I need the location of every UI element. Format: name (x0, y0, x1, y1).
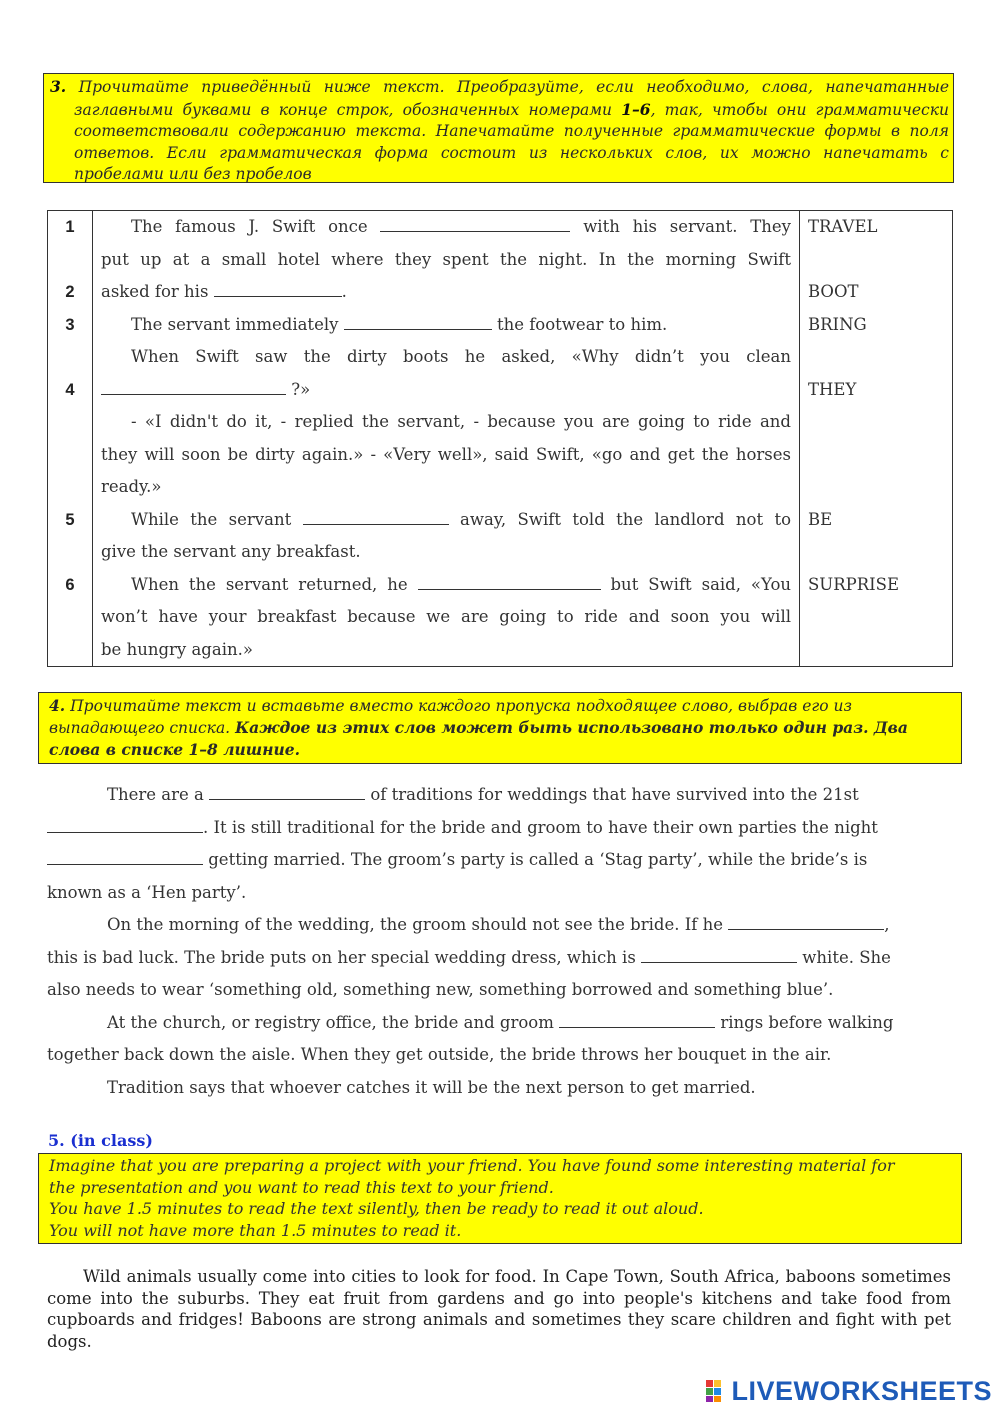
text-line: this is bad luck. The bride puts on her special wedding dress, which is white. She (47, 942, 952, 975)
story-line: ready.» (101, 477, 162, 496)
story-line: put up at a small hotel where they spent the night. In the morning Swift (101, 249, 791, 269)
row-number-3: 3 (65, 315, 75, 334)
task3-number: 3. (50, 77, 67, 96)
task5-instruction-box (38, 1153, 962, 1244)
story-line: ?» (101, 374, 791, 407)
row-number-1: 1 (65, 218, 75, 236)
gap-dropdown-5[interactable] (641, 944, 797, 963)
gap-dropdown-1[interactable] (209, 781, 365, 800)
text-line: together back down the aisle. When they get outside, the bride throws her bouquet in the air. (47, 1045, 832, 1064)
answer-field-4[interactable] (101, 376, 286, 395)
logo-text: LIVEWORKSHEETS (731, 1375, 992, 1406)
keyword: THEY (808, 379, 857, 399)
gap-dropdown-3[interactable] (47, 846, 203, 865)
task5-line: You will not have more than 1.5 minutes to read it. (49, 1220, 462, 1240)
story-text-column (93, 211, 800, 667)
story-line: The famous J. Swift once with his servant. They (101, 211, 791, 244)
story-line: While the servant away, Swift told the landlord not to (101, 504, 791, 537)
text-line: Tradition says that whoever catches it will be the next person to get married. (107, 1077, 756, 1097)
keyword: BRING (808, 314, 867, 334)
task3-instruction-b: , так, чтобы они грамматически соответствовали содержанию текста. Напечатайте полученные грамматические формы в поля ответов. Если грамматическая форма состоит из нескольких слов, их можно напечатать с пробелами или без пробелов (74, 100, 949, 183)
answer-field-6[interactable] (418, 571, 601, 590)
task5-line: the presentation and you want to read this text to your friend. (49, 1177, 554, 1197)
keyword: TRAVEL (808, 217, 878, 236)
task3-instruction-a: Прочитайте приведённый ниже текст. Преобразуйте, если необходимо, слова, напечатанные заглавными буквами в конце строк, обозначенных номерами (74, 78, 949, 119)
keywords-column (800, 211, 953, 667)
liveworksheets-logo (705, 1374, 992, 1408)
task3-range: 1–6 (621, 99, 651, 119)
text-line: At the church, or registry office, the bride and groom rings before walking (47, 1007, 952, 1040)
row-number-2: 2 (65, 283, 75, 301)
task4-instruction-box (38, 692, 962, 764)
logo-mark-icon (705, 1379, 729, 1403)
text-line: There are a of traditions for weddings that have survived into the 21st (47, 779, 952, 812)
story-line: they will soon be dirty again.» - «Very well», said Swift, «go and get the horses (101, 444, 791, 464)
wedding-text (47, 779, 952, 1104)
task3-instruction-box (43, 73, 954, 183)
text-line: . It is still traditional for the bride and groom to have their own parties the night (47, 812, 952, 845)
text-line: On the morning of the wedding, the groom should not see the bride. If he , (47, 909, 952, 942)
story-line: asked for his . (101, 276, 791, 309)
text-line: also needs to wear ‘something old, something new, something borrowed and something blue’. (47, 980, 834, 999)
text-line: getting married. The groom’s party is called a ‘Stag party’, while the bride’s is (47, 844, 952, 877)
task5-line: You have 1.5 minutes to read the text silently, then be ready to read it out aloud. (49, 1199, 704, 1218)
task5-line: Imagine that you are preparing a project with your friend. You have found some interesting material for (49, 1156, 895, 1175)
answer-field-3[interactable] (344, 311, 492, 330)
story-line: When the servant returned, he but Swift said, «You (101, 569, 791, 602)
exercise3-table (47, 210, 953, 667)
task4-instruction: Прочитайте текст и вставьте вместо каждого пропуска подходящее слово, выбрав его из выпадающего списка. (49, 697, 852, 737)
story-line: won’t have your breakfast because we are going to ride and soon you will (101, 607, 791, 626)
row-numbers-column (48, 211, 93, 667)
task5-heading: 5. (in class) (48, 1131, 153, 1150)
story-line: When Swift saw the dirty boots he asked, «Why didn’t you clean (131, 347, 791, 366)
gap-dropdown-6[interactable] (559, 1009, 715, 1028)
reading-paragraph: Wild animals usually come into cities to look for food. In Cape Town, South Africa, baboons sometimes come into the suburbs. They eat fruit from gardens and go into people's kitchens and take food from cupboards and fridges! Baboons are strong animals and sometimes they scare children and fight with pet dogs. (47, 1267, 951, 1351)
gap-dropdown-4[interactable] (728, 911, 884, 930)
story-line: be hungry again.» (101, 639, 253, 659)
answer-field-1[interactable] (380, 213, 570, 232)
row-number-4: 4 (65, 380, 75, 399)
row-number-5: 5 (65, 510, 75, 529)
task4-number: 4. (49, 696, 66, 715)
row-number-6: 6 (65, 575, 75, 594)
story-line: give the servant any breakfast. (101, 542, 361, 561)
gap-dropdown-2[interactable] (47, 814, 203, 833)
story-line: The servant immediately the footwear to him. (101, 309, 791, 342)
task4-bold-instruction: Каждое из этих слов может быть использовано только один раз. Два слова в списке 1–8 лишние. (49, 718, 908, 759)
keyword: BE (808, 509, 833, 529)
text-line: known as a ‘Hen party’. (47, 882, 247, 902)
answer-field-5[interactable] (303, 506, 449, 525)
answer-field-2[interactable] (214, 278, 342, 297)
keyword: BOOT (808, 282, 859, 301)
story-line: - «I didn't do it, - replied the servant, - because you are going to ride and (131, 412, 791, 431)
keyword: SURPRISE (808, 574, 900, 594)
